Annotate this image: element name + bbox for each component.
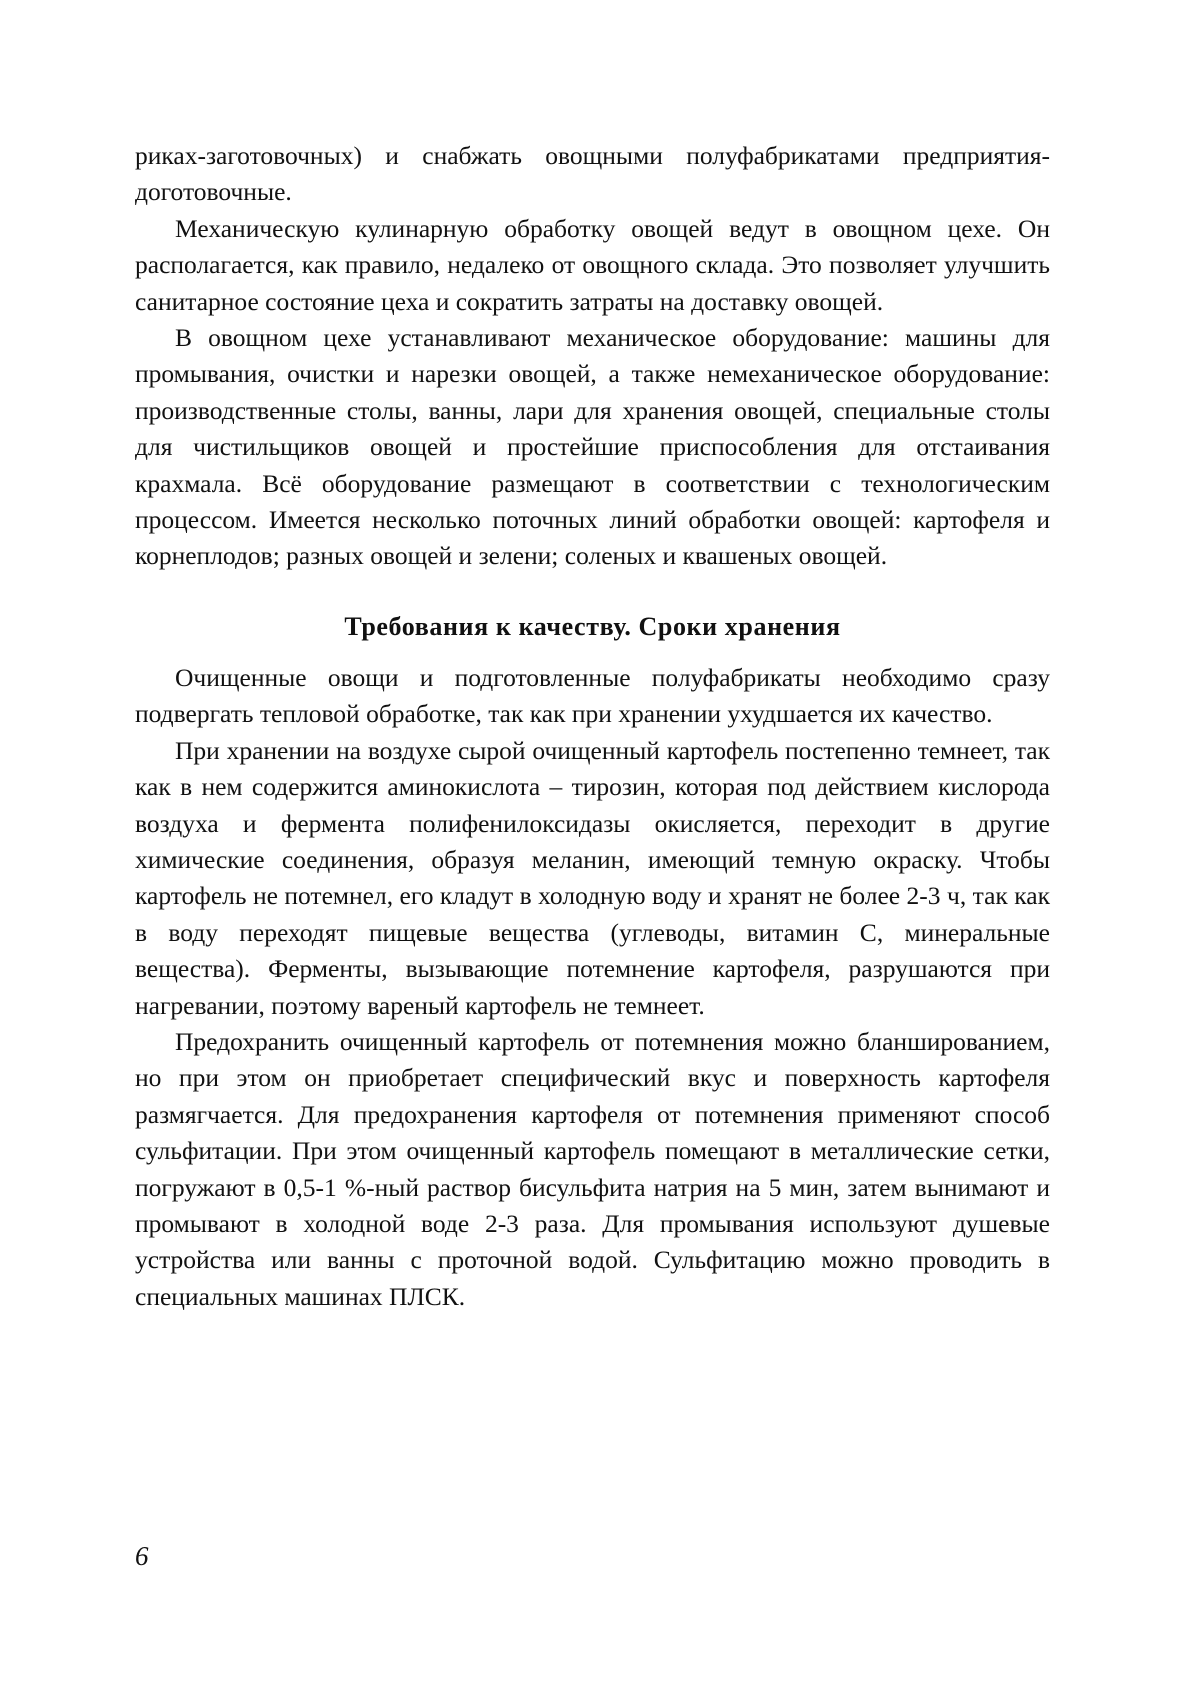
paragraph-quality: Очищенные овощи и подготовленные полуфабрикаты необходимо сразу подвергать тепловой обработке, так как при хранении ухудшается их качество. [135,660,1050,733]
document-page [0,0,1200,1696]
text-block [135,138,1050,1315]
page-number: 6 [135,1540,149,1572]
section-heading: Требования к качеству. Сроки хранения [135,610,1050,644]
paragraph-sulfitation: Предохранить очищенный картофель от потемнения можно бланшированием, но при этом он приобретает специфический вкус и поверхность картофеля размягчается. Для предохранения картофеля от потемнения применяют способ сульфитации. При этом очищенный картофель помещают в металлические сетки, погружают в 0,5-1 %-ный раствор бисульфита натрия на 5 мин, затем вынимают и промывают в холодной воде 2-3 раза. Для промывания используют душевые устройства или ванны с проточной водой. Сульфитацию можно проводить в специальных машинах ПЛСК. [135,1024,1050,1315]
paragraph-equipment: В овощном цехе устанавливают механическое оборудование: машины для промывания, очистки и нарезки овощей, а также немеханическое оборудование: производственные столы, ванны, лари для хранения овощей, специальные столы для чистильщиков овощей и простейшие приспособления для отстаивания крахмала. Всё оборудование размещают в соответствии с технологическим процессом. Имеется несколько поточных линий обработки овощей: картофеля и корнеплодов; разных овощей и зелени; соленых и квашеных овощей. [135,320,1050,575]
paragraph-vegetable-shop: Механическую кулинарную обработку овощей ведут в овощном цехе. Он располагается, как правило, недалеко от овощного склада. Это позволяет улучшить санитарное состояние цеха и сократить затраты на доставку овощей. [135,211,1050,320]
paragraph-continuation: риках-заготовочных) и снабжать овощными полуфабрикатами пред­приятия-доготовочные. [135,138,1050,211]
paragraph-darkening: При хранении на воздухе сырой очищенный картофель постепенно темнеет, так как в нем содержится аминокислота – тирозин, которая под действием кислорода воздуха и фермента полифенилоксидазы окисляется, переходит в другие химические соединения, образуя меланин, имеющий темную окраску. Чтобы картофель не потемнел, его кладут в холодную воду и хранят не более 2-3 ч, так как в воду переходят пищевые вещества (углеводы, витамин С, минеральные вещества). Ферменты, вызывающие потемнение картофеля, разрушаются при нагревании, поэтому вареный картофель не темнеет. [135,733,1050,1024]
